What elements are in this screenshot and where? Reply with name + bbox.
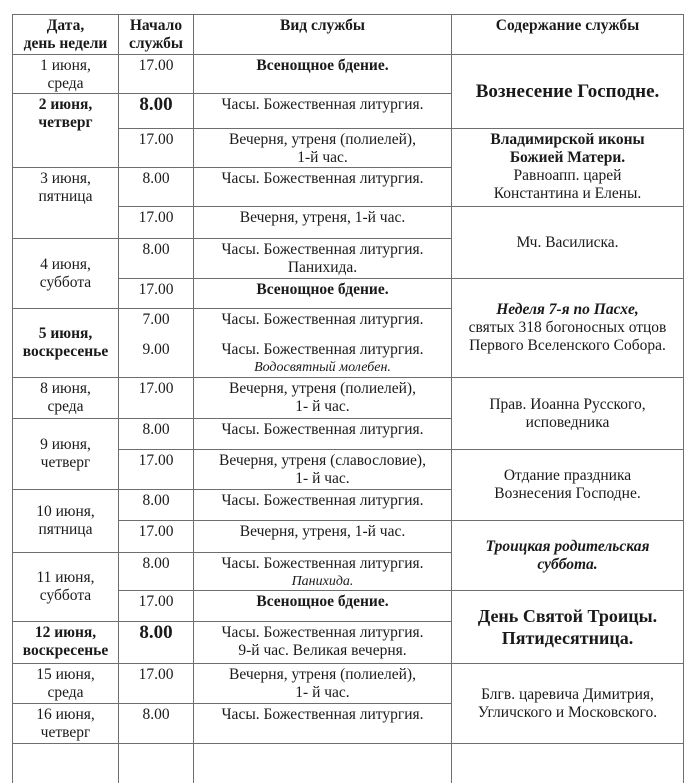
time-cell: 17.00 [118, 449, 193, 489]
content-line: Вознесения Господне. [494, 485, 641, 502]
date-cell [12, 621, 118, 663]
content-line: Первого Вселенского Собора. [469, 337, 666, 354]
service-line: Вечерня, утреня (славословие), [219, 452, 426, 469]
service-line: Вечерня, утреня (полиелей), [229, 131, 416, 148]
date-line: 2 июня, [38, 96, 93, 113]
content-cell: Мч. Василиска. [451, 206, 684, 278]
header-date [12, 14, 118, 54]
date-line: 1 июня, [40, 57, 91, 74]
date-cell [12, 552, 118, 621]
schedule-table [12, 14, 684, 774]
content-line: святых 318 богоносных отцов [468, 319, 667, 336]
service-cell [193, 552, 451, 590]
time-line: 7.00 [142, 311, 170, 328]
date-cell [12, 703, 118, 743]
service-cell [193, 663, 451, 703]
content-cell [451, 520, 684, 590]
content-cell [451, 128, 684, 206]
content-line: Блгв. царевича Димитрия, [481, 685, 654, 703]
weekday-line: среда [47, 398, 84, 415]
content-line: Пятидесятница. [501, 628, 634, 648]
service-cell: Вечерня, утреня, 1-й час. [193, 520, 451, 552]
date-cell [12, 167, 118, 238]
service-cell [193, 621, 451, 663]
service-line: Часы. Божественная литургия. [221, 241, 424, 258]
header-service: Вид службы [193, 14, 451, 54]
weekday-line: четверг [40, 454, 91, 471]
date-line: 3 июня, [40, 170, 91, 187]
time-cell: 8.00 [118, 489, 193, 520]
service-line: Часы. Божественная литургия. [221, 311, 424, 328]
header-date-line2: день недели [23, 35, 108, 52]
date-line: 9 июня, [40, 436, 91, 453]
service-cell [193, 128, 451, 167]
content-line: Угличского и Московского. [477, 703, 658, 721]
service-cell: Часы. Божественная литургия. [193, 489, 451, 520]
service-line: 1- й час. [295, 470, 350, 487]
content-line: Отдание праздника [503, 467, 632, 484]
service-line: 9-й час. Великая вечерня. [238, 642, 407, 659]
service-cell [193, 377, 451, 418]
weekday-line: четверг [40, 724, 91, 741]
time-cell: 17.00 [118, 377, 193, 418]
header-date-line1: Дата, [46, 17, 85, 34]
content-line: Троицкая родительская [485, 537, 650, 555]
time-cell: 17.00 [118, 663, 193, 703]
header-start-line2: службы [128, 35, 183, 52]
service-cell: Вечерня, утреня, 1-й час. [193, 206, 451, 238]
content-cell [451, 278, 684, 377]
date-cell [12, 663, 118, 703]
time-cell: 8.00 [118, 238, 193, 278]
content-line: Владимирской иконы [490, 131, 645, 148]
content-line: Неделя 7-я по Пасхе, [496, 301, 639, 318]
content-line: День Святой Троицы. [477, 606, 658, 626]
date-cell [12, 418, 118, 489]
weekday-line: пятница [38, 521, 93, 538]
service-cell: Всенощное бдение. [193, 590, 451, 621]
date-line: 10 июня, [36, 503, 95, 520]
date-line: 8 июня, [40, 380, 91, 397]
content-line: Божией Матери. [509, 149, 626, 166]
header-start [118, 14, 193, 54]
time-cell: 17.00 [118, 206, 193, 238]
weekday-line: суббота [39, 587, 92, 604]
service-line: 1- й час. [295, 684, 350, 701]
time-cell: 8.00 [118, 418, 193, 449]
service-cell: Всенощное бдение. [193, 54, 451, 93]
service-cell [193, 449, 451, 489]
content-line: Прав. Иоанна Русского, [489, 395, 646, 413]
content-cell [451, 663, 684, 743]
service-line: Вечерня, утреня (полиелей), [229, 380, 416, 397]
service-line: Часы. Божественная литургия. [221, 341, 424, 358]
weekday-line: суббота [39, 273, 92, 291]
service-line: Часы. Божественная литургия. [221, 624, 424, 641]
time-cell [118, 743, 193, 783]
service-line: Часы. Божественная литургия. [221, 555, 424, 572]
time-cell: 8.00 [118, 552, 193, 590]
time-cell: 17.00 [118, 520, 193, 552]
service-cell [193, 238, 451, 278]
service-cell [193, 308, 451, 377]
date-line: 4 июня, [40, 255, 91, 273]
service-line: 1- й час. [295, 398, 350, 415]
service-cell: Часы. Божественная литургия. [193, 93, 451, 128]
weekday-line: четверг [38, 114, 93, 131]
date-cell [12, 743, 118, 783]
weekday-line: среда [47, 684, 84, 701]
time-cell: 17.00 [118, 590, 193, 621]
service-cell [193, 743, 451, 783]
date-line: 15 июня, [36, 666, 95, 683]
time-cell: 17.00 [118, 128, 193, 167]
service-cell: Часы. Божественная литургия. [193, 167, 451, 206]
time-cell [118, 308, 193, 377]
time-cell: 8.00 [118, 621, 193, 663]
service-note: Панихида. [291, 574, 354, 589]
service-cell: Часы. Божественная литургия. [193, 418, 451, 449]
time-line: 9.00 [142, 341, 170, 358]
date-cell [12, 489, 118, 552]
time-cell: 17.00 [118, 278, 193, 308]
service-line: 1-й час. [297, 149, 348, 166]
date-cell [12, 238, 118, 308]
service-note: Водосвятный молебен. [254, 360, 391, 375]
content-line: исповедника [525, 413, 610, 431]
date-line: 5 июня, [38, 325, 93, 342]
time-cell: 8.00 [118, 167, 193, 206]
content-line: Константина и Елены. [493, 185, 642, 202]
service-cell: Всенощное бдение. [193, 278, 451, 308]
weekday-line: среда [47, 75, 84, 92]
date-cell [12, 54, 118, 93]
weekday-line: пятница [38, 188, 93, 205]
time-cell: 8.00 [118, 93, 193, 128]
date-line: 16 июня, [36, 706, 95, 723]
content-line: Равноапп. царей [513, 167, 622, 184]
content-cell: Вознесение Господне. [451, 54, 684, 128]
date-cell [12, 93, 118, 167]
date-cell [12, 377, 118, 418]
service-cell: Часы. Божественная литургия. [193, 703, 451, 743]
weekday-line: воскресенье [22, 642, 109, 659]
header-start-line1: Начало [129, 17, 183, 34]
service-line: Вечерня, утреня (полиелей), [229, 666, 416, 683]
content-cell [451, 743, 684, 783]
content-cell [451, 590, 684, 663]
time-cell: 8.00 [118, 703, 193, 743]
service-line: Панихида. [287, 259, 358, 276]
date-line: 12 июня, [34, 624, 97, 641]
header-content: Содержание службы [451, 14, 684, 54]
content-line: суббота. [537, 555, 598, 573]
time-cell: 17.00 [118, 54, 193, 93]
date-line: 11 июня, [36, 569, 95, 586]
date-cell [12, 308, 118, 377]
content-cell [451, 449, 684, 520]
weekday-line: воскресенье [22, 343, 109, 360]
content-cell [451, 377, 684, 449]
